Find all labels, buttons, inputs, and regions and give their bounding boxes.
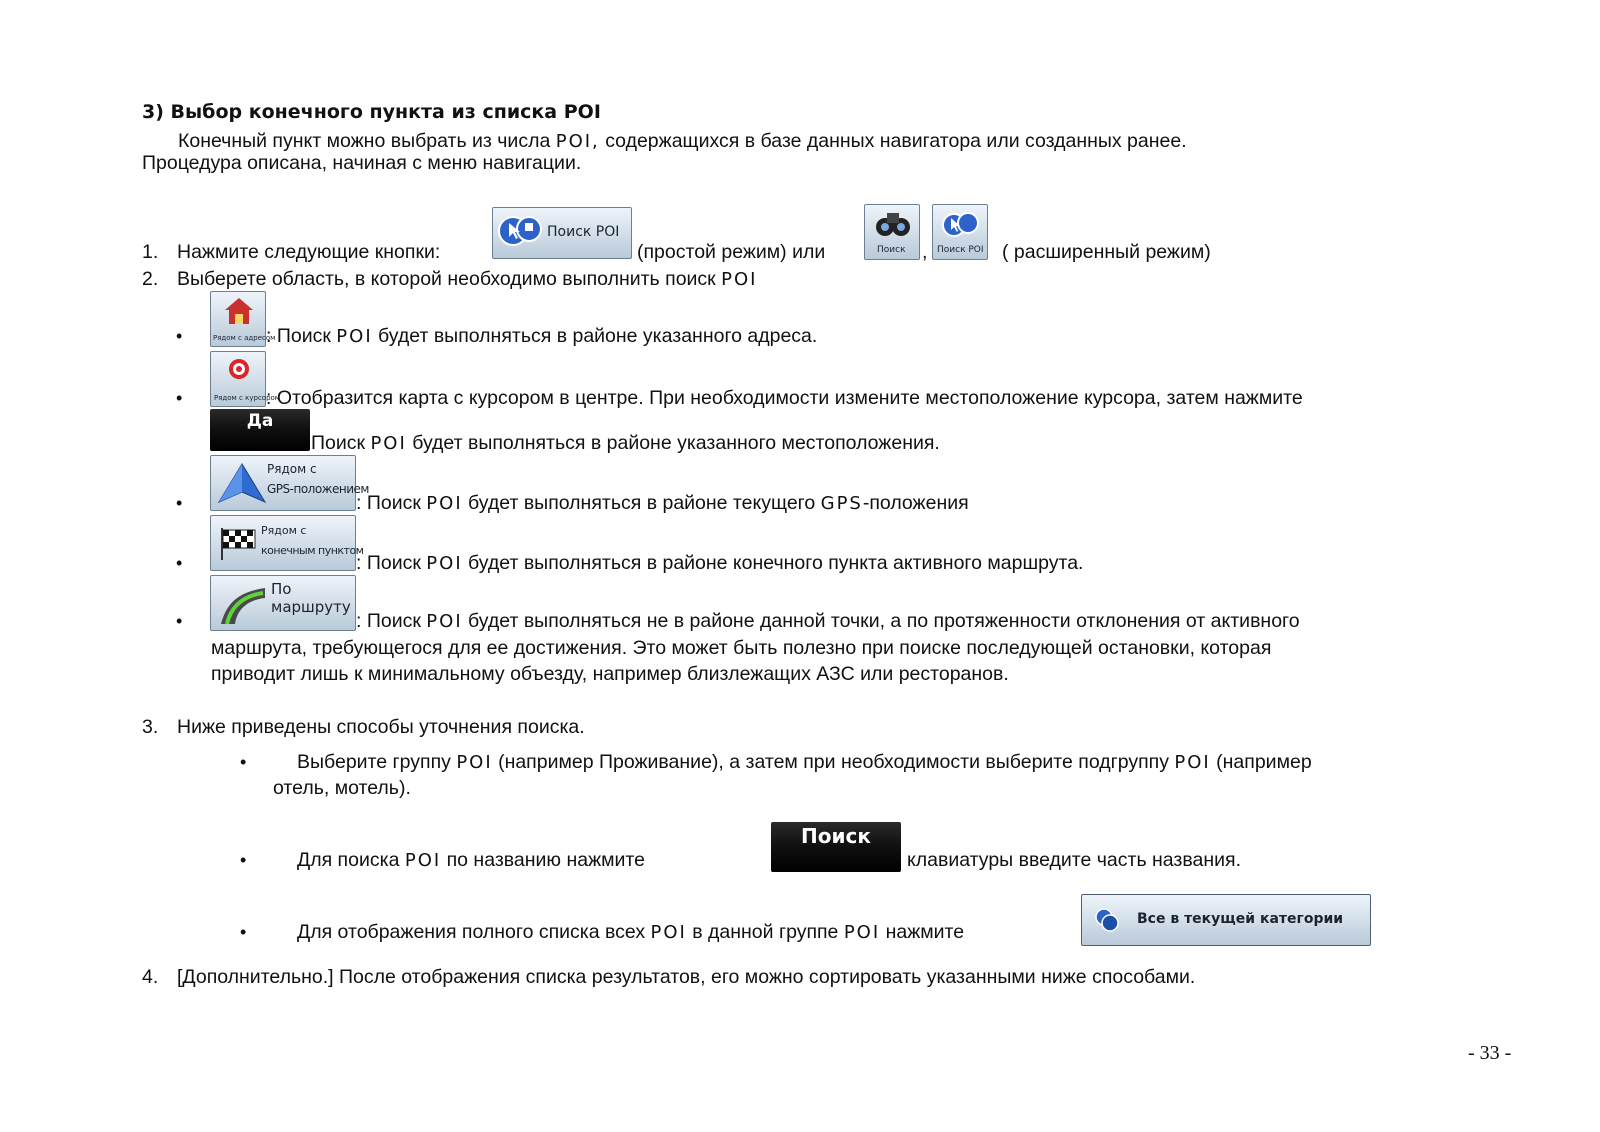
step-2-number: 2. <box>142 268 159 290</box>
step-1-end: ( расширенный режим) <box>1002 241 1211 263</box>
all-in-category-button[interactable] <box>1081 894 1371 946</box>
binoculars-icon <box>875 209 911 239</box>
bullet: • <box>176 493 183 513</box>
search-keyboard-label: Поиск <box>801 824 871 848</box>
poi-search-small-label: Поиск POI <box>937 245 984 255</box>
step-1-mid: (простой режим) или <box>637 241 826 263</box>
poi-search-small-button[interactable] <box>932 204 988 260</box>
poi-search-icon <box>497 213 545 253</box>
all-in-category-label: Все в текущей категории <box>1137 911 1344 927</box>
gps-arrow-icon <box>217 462 267 506</box>
refine-item-name-end: клавиатуры введите часть названия. <box>907 849 1241 871</box>
near-destination-label-2: конечным пунктом <box>261 544 364 557</box>
bullet: • <box>176 611 183 631</box>
near-gps-button[interactable] <box>210 455 369 511</box>
area-item-route-line3: приводит лишь к минимальному объезду, например близлежащих АЗС или ресторанов. <box>211 663 1009 685</box>
poi-search-label: Поиск POI <box>547 224 620 240</box>
near-address-button[interactable] <box>210 291 276 347</box>
near-gps-label-1: Рядом с <box>267 462 317 476</box>
near-cursor-label: Рядом с курсором <box>214 394 281 402</box>
bullet: • <box>176 553 183 573</box>
step-4-text: [Дополнительно.] После отображения списка результатов, его можно сортировать указанными ниже способами. <box>177 966 1196 988</box>
step-3-text: Ниже приведены способы уточнения поиска. <box>177 716 585 738</box>
category-icon <box>1094 907 1122 933</box>
search-small-label: Поиск <box>877 245 906 255</box>
poi-search-button[interactable] <box>492 207 632 259</box>
section-title: 3) Выбор конечного пункта из списка POI <box>142 101 601 123</box>
step-1-comma: , <box>922 241 928 263</box>
refine-item-all: Для отображения полного списка всех POI в данной группе POI нажмите <box>297 921 965 943</box>
step-2-text: Выберете область, в которой необходимо выполнить поиск POI <box>177 268 758 290</box>
step-4-number: 4. <box>142 966 159 988</box>
step-1-number: 1. <box>142 241 159 263</box>
search-keyboard-button[interactable] <box>771 822 901 872</box>
bullet: • <box>176 326 183 346</box>
poi-search-small-icon <box>941 209 981 241</box>
along-route-label-2: маршруту <box>271 598 351 616</box>
refine-item-group-line2: отель, мотель). <box>273 777 411 799</box>
refine-item-group: Выберите группу POI (например Проживание), а затем при необходимости выберите подгруппу POI (например <box>297 751 1312 773</box>
area-item-cursor: : Отобразится карта с курсором в центре. При необходимости измените местоположение курсора, затем нажмите <box>266 387 1303 409</box>
area-item-cursor-line2: Поиск POI будет выполняться в районе указанного местоположения. <box>311 432 940 454</box>
intro-line-2: Процедура описана, начиная с меню навигации. <box>142 152 582 174</box>
bullet: • <box>176 388 183 408</box>
area-item-route: : Поиск POI будет выполняться не в районе данной точки, а по протяженности отклонения от активного <box>356 610 1300 632</box>
near-destination-label-1: Рядом с <box>261 524 307 537</box>
step-1-text: Нажмите следующие кнопки: <box>177 241 441 263</box>
along-route-button[interactable] <box>210 575 356 631</box>
page-number: - 33 - <box>1468 1042 1512 1064</box>
near-cursor-button[interactable] <box>210 351 281 407</box>
area-item-address: : Поиск POI будет выполняться в районе указанного адреса. <box>266 325 818 347</box>
near-gps-label-2: GPS-положением <box>267 482 369 496</box>
bullet: • <box>240 922 247 942</box>
checkered-flag-icon <box>219 526 259 562</box>
area-item-route-line2: маршрута, требующегося для ее достижения. Это может быть полезно при поиске последующей остановки, которая <box>211 637 1272 659</box>
intro-line-1: Конечный пункт можно выбрать из числа POI, содержащихся в базе данных навигатора или созданных ранее. <box>178 130 1187 152</box>
along-route-label-1: По <box>271 580 292 598</box>
step-3-number: 3. <box>142 716 159 738</box>
search-small-button[interactable] <box>864 204 920 260</box>
near-destination-button[interactable] <box>210 515 364 571</box>
bullet: • <box>240 850 247 870</box>
area-item-gps: : Поиск POI будет выполняться в районе текущего GPS-положения <box>356 492 969 514</box>
refine-item-name: Для поиска POI по названию нажмите <box>297 849 645 871</box>
route-road-icon <box>217 584 269 626</box>
yes-label: Да <box>246 411 274 431</box>
bullet: • <box>240 752 247 772</box>
house-icon <box>223 296 255 326</box>
yes-button[interactable] <box>210 409 310 451</box>
near-address-label: Рядом с адресом <box>213 334 276 342</box>
cursor-target-icon <box>227 357 251 381</box>
area-item-destination: : Поиск POI будет выполняться в районе конечного пункта активного маршрута. <box>356 552 1084 574</box>
